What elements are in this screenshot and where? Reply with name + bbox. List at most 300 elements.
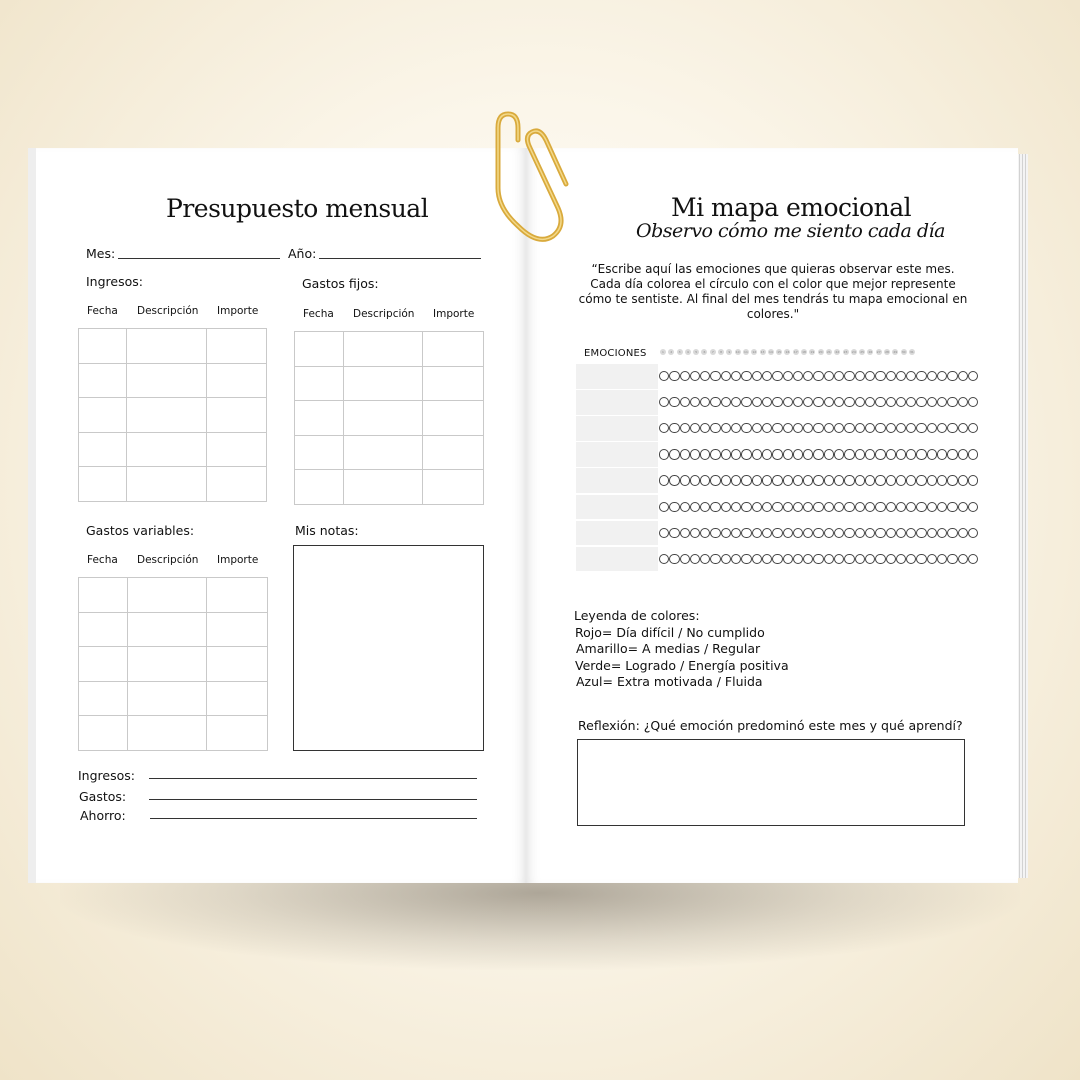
day-circle[interactable] <box>762 423 772 433</box>
day-circle[interactable] <box>896 528 906 538</box>
day-circle[interactable] <box>896 371 906 381</box>
day-circle[interactable] <box>824 397 834 407</box>
day-circle[interactable] <box>937 475 947 485</box>
day-circle[interactable] <box>669 397 679 407</box>
day-circle[interactable] <box>855 423 865 433</box>
variable-expenses-table[interactable] <box>78 577 268 751</box>
day-circle[interactable] <box>947 371 957 381</box>
day-circles-row <box>659 528 978 538</box>
day-circle[interactable] <box>659 397 669 407</box>
day-circle[interactable] <box>865 371 875 381</box>
day-circle[interactable] <box>783 397 793 407</box>
emotion-name-field[interactable] <box>576 364 658 389</box>
day-circle[interactable] <box>762 475 772 485</box>
day-circle[interactable] <box>865 397 875 407</box>
day-circle[interactable] <box>906 371 916 381</box>
day-circle[interactable] <box>886 528 896 538</box>
day-circle[interactable] <box>947 449 957 459</box>
day-circle[interactable] <box>834 423 844 433</box>
day-circle[interactable] <box>803 371 813 381</box>
day-circle[interactable] <box>875 528 885 538</box>
day-circle[interactable] <box>937 528 947 538</box>
day-circle[interactable] <box>958 423 968 433</box>
day-circle[interactable] <box>680 528 690 538</box>
summary-expenses-field[interactable] <box>149 799 477 800</box>
day-circle[interactable] <box>855 528 865 538</box>
day-circle[interactable] <box>813 449 823 459</box>
day-circle[interactable] <box>669 475 679 485</box>
day-circle[interactable] <box>937 423 947 433</box>
day-circle[interactable] <box>680 423 690 433</box>
day-circle[interactable] <box>865 475 875 485</box>
day-circle[interactable] <box>783 423 793 433</box>
fixed-expenses-table[interactable] <box>294 331 484 505</box>
emotion-name-field[interactable] <box>576 547 658 572</box>
day-circle[interactable] <box>772 554 782 564</box>
day-circle[interactable] <box>659 502 669 512</box>
day-circle[interactable] <box>710 449 720 459</box>
day-circle[interactable] <box>690 502 700 512</box>
summary-savings-label: Ahorro: <box>80 808 126 823</box>
day-circle[interactable] <box>710 528 720 538</box>
day-circle[interactable] <box>783 449 793 459</box>
day-circle[interactable] <box>669 502 679 512</box>
day-circle[interactable] <box>803 475 813 485</box>
left-page <box>28 148 526 883</box>
day-circle[interactable] <box>721 554 731 564</box>
emotion-name-field[interactable] <box>576 416 658 441</box>
emotion-name-field[interactable] <box>576 442 658 467</box>
day-circle[interactable] <box>855 449 865 459</box>
day-number: 10 <box>735 350 740 354</box>
day-circle[interactable] <box>927 475 937 485</box>
emotion-name-field[interactable] <box>576 390 658 415</box>
day-circle[interactable] <box>721 449 731 459</box>
day-circle[interactable] <box>669 554 679 564</box>
day-circle[interactable] <box>721 502 731 512</box>
day-circle[interactable] <box>710 475 720 485</box>
day-number: 5 <box>693 349 699 355</box>
day-circle[interactable] <box>721 475 731 485</box>
fixed-col-amount: Importe <box>433 308 475 320</box>
day-circle[interactable] <box>896 397 906 407</box>
day-circle[interactable] <box>886 502 896 512</box>
day-circle[interactable] <box>772 423 782 433</box>
right-page-title: Mi mapa emocional <box>671 193 912 222</box>
variable-col-date: Fecha <box>87 554 118 566</box>
day-circle[interactable] <box>710 502 720 512</box>
reflection-box[interactable] <box>577 739 965 826</box>
day-circle[interactable] <box>680 397 690 407</box>
day-circle[interactable] <box>875 554 885 564</box>
day-circle[interactable] <box>968 502 978 512</box>
day-circle[interactable] <box>906 475 916 485</box>
day-circle[interactable] <box>762 554 772 564</box>
day-circle[interactable] <box>844 423 854 433</box>
day-circle[interactable] <box>968 423 978 433</box>
day-circle[interactable] <box>793 423 803 433</box>
day-circle[interactable] <box>947 397 957 407</box>
day-circle[interactable] <box>855 397 865 407</box>
day-circle[interactable] <box>968 371 978 381</box>
day-circle[interactable] <box>927 423 937 433</box>
day-circle[interactable] <box>783 528 793 538</box>
day-circle[interactable] <box>783 371 793 381</box>
day-circle[interactable] <box>700 528 710 538</box>
day-circle[interactable] <box>958 554 968 564</box>
day-number: 16 <box>785 350 790 354</box>
emotion-name-field[interactable] <box>576 495 658 520</box>
day-circle[interactable] <box>669 449 679 459</box>
day-circle[interactable] <box>844 502 854 512</box>
day-circle[interactable] <box>916 502 926 512</box>
day-circle[interactable] <box>772 528 782 538</box>
day-circle[interactable] <box>958 475 968 485</box>
day-circle[interactable] <box>752 502 762 512</box>
day-circle[interactable] <box>762 371 772 381</box>
day-circle[interactable] <box>690 371 700 381</box>
day-circle[interactable] <box>700 371 710 381</box>
notes-box[interactable] <box>293 545 484 751</box>
day-circle[interactable] <box>865 423 875 433</box>
day-circle[interactable] <box>927 449 937 459</box>
open-planner-book <box>28 148 1036 883</box>
day-number: 1 <box>660 349 666 355</box>
day-circle[interactable] <box>968 475 978 485</box>
day-circle[interactable] <box>793 475 803 485</box>
day-circle[interactable] <box>824 554 834 564</box>
fixed-expenses-heading: Gastos fijos: <box>302 276 379 291</box>
day-circle[interactable] <box>762 397 772 407</box>
day-circle[interactable] <box>958 502 968 512</box>
day-circle[interactable] <box>824 475 834 485</box>
day-circle[interactable] <box>731 371 741 381</box>
day-number: 2 <box>668 349 674 355</box>
day-circle[interactable] <box>896 449 906 459</box>
day-circle[interactable] <box>906 528 916 538</box>
day-circle[interactable] <box>855 554 865 564</box>
day-circle[interactable] <box>741 449 751 459</box>
day-circle[interactable] <box>865 554 875 564</box>
day-circle[interactable] <box>875 423 885 433</box>
day-circle[interactable] <box>813 423 823 433</box>
day-circle[interactable] <box>690 423 700 433</box>
day-circle[interactable] <box>916 475 926 485</box>
day-circle[interactable] <box>721 397 731 407</box>
day-circle[interactable] <box>896 554 906 564</box>
day-circle[interactable] <box>875 502 885 512</box>
day-number: 29 <box>893 350 898 354</box>
day-circle[interactable] <box>741 423 751 433</box>
day-circle[interactable] <box>813 554 823 564</box>
day-circle[interactable] <box>813 502 823 512</box>
day-circle[interactable] <box>958 397 968 407</box>
day-circle[interactable] <box>772 475 782 485</box>
day-circle[interactable] <box>690 554 700 564</box>
day-circle[interactable] <box>824 502 834 512</box>
day-circle[interactable] <box>793 554 803 564</box>
day-circle[interactable] <box>896 423 906 433</box>
day-circle[interactable] <box>813 371 823 381</box>
day-circle[interactable] <box>710 397 720 407</box>
day-circle[interactable] <box>958 528 968 538</box>
day-circle[interactable] <box>906 502 916 512</box>
day-circle[interactable] <box>916 423 926 433</box>
day-number: 22 <box>835 350 840 354</box>
day-circle[interactable] <box>731 449 741 459</box>
day-circle[interactable] <box>659 475 669 485</box>
day-circle[interactable] <box>886 475 896 485</box>
day-circle[interactable] <box>875 371 885 381</box>
day-circle[interactable] <box>731 397 741 407</box>
day-circle[interactable] <box>834 449 844 459</box>
day-circle[interactable] <box>886 449 896 459</box>
day-circle[interactable] <box>752 554 762 564</box>
day-circle[interactable] <box>669 528 679 538</box>
day-number: 8 <box>718 349 724 355</box>
day-circle[interactable] <box>958 449 968 459</box>
day-circle[interactable] <box>968 397 978 407</box>
day-circle[interactable] <box>813 475 823 485</box>
day-circle[interactable] <box>793 371 803 381</box>
day-circle[interactable] <box>669 423 679 433</box>
day-circle[interactable] <box>855 502 865 512</box>
day-circle[interactable] <box>690 528 700 538</box>
day-circle[interactable] <box>844 397 854 407</box>
day-circle[interactable] <box>855 475 865 485</box>
day-circle[interactable] <box>916 397 926 407</box>
legend-item-blue: Azul= Extra motivada / Fluida <box>576 674 763 689</box>
day-circle[interactable] <box>968 449 978 459</box>
day-circle[interactable] <box>721 371 731 381</box>
day-number: 15 <box>777 350 782 354</box>
day-circle[interactable] <box>958 371 968 381</box>
day-circle[interactable] <box>844 528 854 538</box>
day-circle[interactable] <box>813 397 823 407</box>
day-circle[interactable] <box>824 449 834 459</box>
day-circle[interactable] <box>700 397 710 407</box>
day-circle[interactable] <box>927 554 937 564</box>
day-circle[interactable] <box>824 423 834 433</box>
day-circle[interactable] <box>741 502 751 512</box>
day-circle[interactable] <box>680 475 690 485</box>
day-circle[interactable] <box>752 449 762 459</box>
month-field[interactable] <box>118 258 280 259</box>
day-circle[interactable] <box>947 528 957 538</box>
day-circle[interactable] <box>710 554 720 564</box>
day-number: 12 <box>752 350 757 354</box>
day-circle[interactable] <box>700 475 710 485</box>
day-circles-row <box>659 475 978 485</box>
day-circle[interactable] <box>927 528 937 538</box>
day-circle[interactable] <box>700 554 710 564</box>
day-circle[interactable] <box>772 502 782 512</box>
day-circle[interactable] <box>906 423 916 433</box>
emotion-name-field[interactable] <box>576 521 658 546</box>
day-circle[interactable] <box>875 449 885 459</box>
day-circle[interactable] <box>690 475 700 485</box>
summary-savings-field[interactable] <box>150 818 477 819</box>
day-circle[interactable] <box>937 554 947 564</box>
year-field[interactable] <box>319 258 481 259</box>
day-circle[interactable] <box>947 475 957 485</box>
day-circle[interactable] <box>927 502 937 512</box>
day-circle[interactable] <box>793 528 803 538</box>
day-circle[interactable] <box>772 371 782 381</box>
day-circle[interactable] <box>896 502 906 512</box>
day-circle[interactable] <box>824 528 834 538</box>
day-circle[interactable] <box>844 371 854 381</box>
day-circle[interactable] <box>824 371 834 381</box>
day-circle[interactable] <box>906 449 916 459</box>
day-circle[interactable] <box>813 528 823 538</box>
day-circle[interactable] <box>752 371 762 381</box>
day-circle[interactable] <box>669 371 679 381</box>
day-circle[interactable] <box>906 397 916 407</box>
day-circle[interactable] <box>927 397 937 407</box>
day-circle[interactable] <box>803 423 813 433</box>
day-circle[interactable] <box>916 449 926 459</box>
day-circle[interactable] <box>659 554 669 564</box>
summary-income-field[interactable] <box>149 778 477 779</box>
day-circle[interactable] <box>865 449 875 459</box>
day-number: 3 <box>677 349 683 355</box>
day-circle[interactable] <box>947 423 957 433</box>
day-circle[interactable] <box>710 423 720 433</box>
day-circle[interactable] <box>906 554 916 564</box>
day-circle[interactable] <box>834 502 844 512</box>
day-circle[interactable] <box>783 554 793 564</box>
variable-col-amount: Importe <box>217 554 259 566</box>
year-label: Año: <box>288 246 317 261</box>
day-circle[interactable] <box>741 554 751 564</box>
variable-expenses-heading: Gastos variables: <box>86 523 195 538</box>
day-circle[interactable] <box>865 502 875 512</box>
day-circle[interactable] <box>721 528 731 538</box>
day-circle[interactable] <box>731 502 741 512</box>
day-circle[interactable] <box>844 554 854 564</box>
day-circle[interactable] <box>803 502 813 512</box>
day-circle[interactable] <box>741 371 751 381</box>
day-circle[interactable] <box>741 397 751 407</box>
day-circle[interactable] <box>937 502 947 512</box>
day-circle[interactable] <box>947 554 957 564</box>
income-col-amount: Importe <box>217 305 259 317</box>
day-circle[interactable] <box>793 397 803 407</box>
day-circle[interactable] <box>875 397 885 407</box>
day-circle[interactable] <box>783 475 793 485</box>
day-circle[interactable] <box>937 397 947 407</box>
day-circle[interactable] <box>710 371 720 381</box>
day-circle[interactable] <box>937 371 947 381</box>
day-circle[interactable] <box>916 554 926 564</box>
day-circle[interactable] <box>968 528 978 538</box>
day-circle[interactable] <box>721 423 731 433</box>
day-circle[interactable] <box>762 449 772 459</box>
day-circle[interactable] <box>834 528 844 538</box>
day-circle[interactable] <box>783 502 793 512</box>
day-circle[interactable] <box>731 554 741 564</box>
day-circle[interactable] <box>886 554 896 564</box>
day-circle[interactable] <box>865 528 875 538</box>
day-circle[interactable] <box>834 554 844 564</box>
day-circle[interactable] <box>834 371 844 381</box>
day-circle[interactable] <box>752 475 762 485</box>
legend-item-red: Rojo= Día difícil / No cumplido <box>575 624 765 640</box>
variable-col-description: Descripción <box>137 554 199 566</box>
day-circle[interactable] <box>659 449 669 459</box>
day-circle[interactable] <box>690 449 700 459</box>
day-circle[interactable] <box>803 528 813 538</box>
day-circle[interactable] <box>731 475 741 485</box>
day-circle[interactable] <box>741 475 751 485</box>
day-circle[interactable] <box>752 423 762 433</box>
day-circle[interactable] <box>886 423 896 433</box>
month-label: Mes: <box>86 246 116 261</box>
day-circle[interactable] <box>896 475 906 485</box>
day-circle[interactable] <box>927 371 937 381</box>
day-circle[interactable] <box>968 554 978 564</box>
day-circle[interactable] <box>803 397 813 407</box>
day-circle[interactable] <box>844 449 854 459</box>
day-circle[interactable] <box>793 449 803 459</box>
day-circle[interactable] <box>855 371 865 381</box>
day-number: 9 <box>726 349 732 355</box>
day-circle[interactable] <box>680 449 690 459</box>
day-number: 6 <box>701 349 707 355</box>
day-circle[interactable] <box>772 397 782 407</box>
day-circle[interactable] <box>886 371 896 381</box>
day-circle[interactable] <box>659 423 669 433</box>
right-page <box>526 148 1018 883</box>
day-circle[interactable] <box>834 397 844 407</box>
day-circle[interactable] <box>680 554 690 564</box>
legend-item-green: Verde= Logrado / Energía positiva <box>575 657 789 673</box>
day-circle[interactable] <box>834 475 844 485</box>
day-circle[interactable] <box>886 397 896 407</box>
day-circle[interactable] <box>690 397 700 407</box>
income-col-description: Descripción <box>137 305 199 317</box>
day-circle[interactable] <box>844 475 854 485</box>
emotion-name-field[interactable] <box>576 468 658 493</box>
day-circle[interactable] <box>700 502 710 512</box>
day-circle[interactable] <box>762 502 772 512</box>
day-circle[interactable] <box>937 449 947 459</box>
day-circle[interactable] <box>916 371 926 381</box>
day-circle[interactable] <box>793 502 803 512</box>
day-circle[interactable] <box>700 449 710 459</box>
income-table[interactable] <box>78 328 267 502</box>
day-circle[interactable] <box>752 397 762 407</box>
day-circle[interactable] <box>680 371 690 381</box>
day-circle[interactable] <box>700 423 710 433</box>
day-circle[interactable] <box>762 528 772 538</box>
day-circle[interactable] <box>659 528 669 538</box>
day-number: 21 <box>827 350 831 354</box>
day-circle[interactable] <box>803 449 813 459</box>
day-circle[interactable] <box>916 528 926 538</box>
day-circle[interactable] <box>803 554 813 564</box>
day-circle[interactable] <box>659 371 669 381</box>
day-circle[interactable] <box>731 423 741 433</box>
day-circle[interactable] <box>947 502 957 512</box>
day-circle[interactable] <box>680 502 690 512</box>
day-circle[interactable] <box>772 449 782 459</box>
day-circle[interactable] <box>731 528 741 538</box>
day-circle[interactable] <box>752 528 762 538</box>
day-circle[interactable] <box>741 528 751 538</box>
day-circle[interactable] <box>875 475 885 485</box>
